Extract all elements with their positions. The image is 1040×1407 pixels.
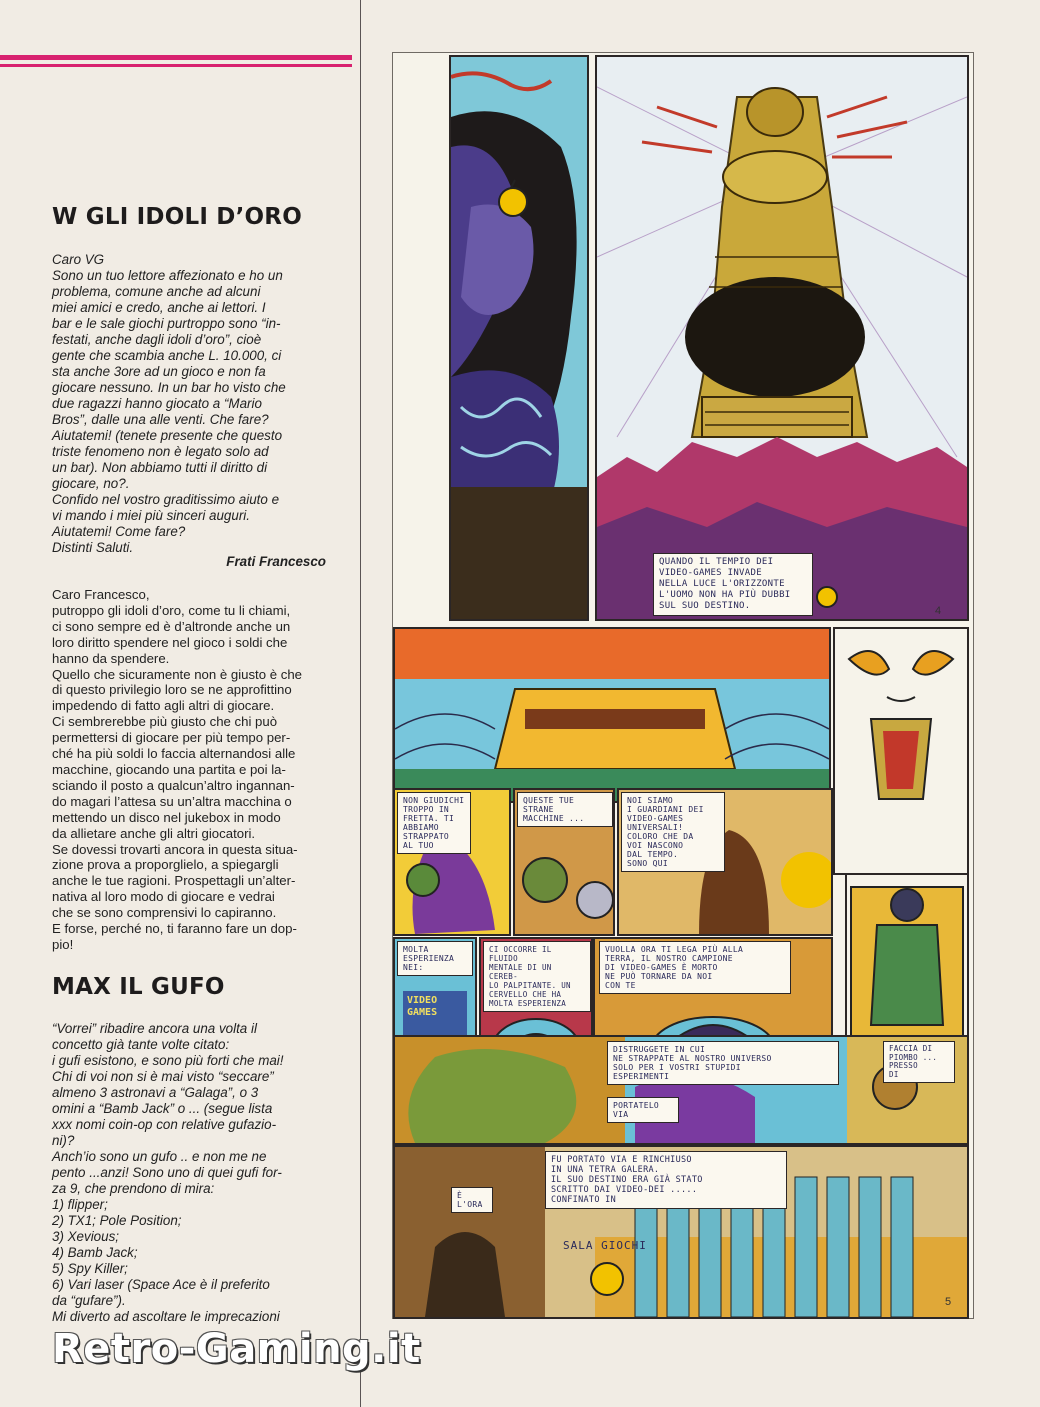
reply-line: da allietare anche gli altri giocatori. <box>52 825 256 841</box>
reply-line: sciando il posto a qualcun’altro ingannan- <box>52 777 295 793</box>
column-divider <box>360 0 361 1407</box>
letter-line: i gufi esistono, e sono più forti che mai! <box>52 1053 284 1068</box>
spaceship-illustration <box>395 629 829 801</box>
caption-strapped: NON GIUDICHI TROPPO IN FRETTA. TI ABBIAMO STRAPPATO AL TUO <box>397 792 471 854</box>
panel-alien-face <box>833 627 969 875</box>
letter-line: 6) Vari laser (Space Ace è il preferito <box>52 1277 270 1292</box>
letter-line: Confido nel vostro graditissimo aiuto e <box>52 492 280 507</box>
editor-reply-idoli <box>52 587 337 953</box>
article-title-idoli: W GLI IDOLI D’ORO <box>52 204 302 230</box>
reply-line: Se dovessi trovarti ancora in questa situa- <box>52 841 298 857</box>
letter-line: Mi diverto ad ascoltare le imprecazioni <box>52 1309 280 1324</box>
accent-bar-top <box>0 55 352 60</box>
reply-line: Caro Francesco, <box>52 587 150 602</box>
letter-line: miei amici e credo, anche ai lettori. I <box>52 300 266 315</box>
caption-machines: QUESTE TUE STRANE MACCHINE ... <box>517 792 613 827</box>
reply-line: pio! <box>52 936 74 952</box>
letter-line: ni)? <box>52 1133 75 1148</box>
letter-line: problema, comune anche ad alcuni <box>52 284 261 299</box>
caption-brain-fluid: CI OCCORRE IL FLUIDO MENTALE DI UN CEREB- LO PALPITANTE. UN CERVELLO CHE HA MOLTA ESPERIENZA <box>483 941 591 1012</box>
idol-face-illustration <box>451 57 587 619</box>
letter-line: 4) Bamb Jack; <box>52 1245 138 1260</box>
caption-experience: MOLTA ESPERIENZA NEI: <box>397 941 473 976</box>
temple-illustration <box>597 57 967 619</box>
panel-golden-temple <box>595 55 969 621</box>
letter-line: Anch’io sono un gufo .. e non me ne <box>52 1149 267 1164</box>
reply-line: impedendo di fatto agli altri di giocare. <box>52 698 275 714</box>
letter-line: festati, anche dagli idoli d’oro”, cioè <box>52 332 262 347</box>
caption-lead-face: FACCIA DI PIOMBO ... PRESSO DI <box>883 1041 955 1083</box>
letter-line: Aiutatemi! Come fare? <box>52 524 186 539</box>
reply-line: anche le tue ragioni. Prospettagli un’alter- <box>52 873 296 889</box>
reply-line: ci sono sempre ed è d’altronde anche un <box>52 618 291 634</box>
reply-line: putroppo gli idoli d’oro, come tu li chiami, <box>52 602 291 618</box>
panel-villains <box>393 1035 969 1145</box>
panel-spaceship-interior <box>393 627 831 803</box>
watermark-retro-gaming: Retro-Gaming.it <box>52 1326 421 1372</box>
letter-line: 2) TX1; Pole Position; <box>52 1213 182 1228</box>
caption-champion: VUOLLA ORA TI LEGA PIÙ ALLA TERRA, IL NOSTRO CAMPIONE DI VIDEO-GAMES È MORTO NE PUÒ TORNARE DA NOI CON TE <box>599 941 791 994</box>
letter-line: triste fenomeno non è legato solo ad <box>52 444 269 459</box>
reply-line: Quello che sicuramente non è giusto è che <box>52 666 302 682</box>
letter-line: gente che scambia anche L. 10.000, ci <box>52 348 282 363</box>
panel-guardians <box>617 788 833 936</box>
panel-strapped <box>393 788 511 936</box>
accent-bar-bottom <box>0 64 352 67</box>
letter-line: Caro VG <box>52 252 105 267</box>
letter-line: Sono un tuo lettore affezionato e ho un <box>52 268 283 283</box>
letter-line: giocare, no?. <box>52 476 130 491</box>
reply-line: hanno da spendere. <box>52 650 170 666</box>
letter-line: za 9, che prendono di mira: <box>52 1181 215 1196</box>
comic-page-number-5: 5 <box>945 1296 952 1308</box>
reply-line: loro diritto spendere nel gioco i soldi che <box>52 634 288 650</box>
caption-take-away: PORTATELO VIA <box>607 1097 679 1123</box>
letter-line: pento ...anzi! Sono uno di quei gufi for- <box>52 1165 282 1180</box>
comic-strip-page <box>392 52 974 1319</box>
letter-line: “Vorrei” ribadire ancora una volta il <box>52 1021 257 1036</box>
letter-line: Aiutatemi! (tenete presente che questo <box>52 428 283 443</box>
caption-its-time: È L'ORA <box>451 1187 493 1213</box>
reader-letter-gufo <box>52 1021 332 1325</box>
reply-line: Ci sembrerebbe più giusto che chi può <box>52 714 278 730</box>
sala-giochi-label: SALA GIOCHI <box>563 1239 647 1252</box>
reply-line: nativa al loro modo di giocare e vedrai <box>52 889 275 905</box>
comic-page-number-4: 4 <box>935 605 942 617</box>
letter-line: almeno 3 astronavi a “Galaga”, o 3 <box>52 1085 259 1100</box>
caption-villains: DISTRUGGETE IN CUI NE STRAPPATE AL NOSTRO UNIVERSO SOLO PER I VOSTRI STUPIDI ESPERIMENTI <box>607 1041 839 1085</box>
letter-line: 5) Spy Killer; <box>52 1261 128 1276</box>
reply-line: permettersi di giocare per più tempo per- <box>52 730 291 746</box>
panel-idol-face <box>449 55 589 621</box>
letter-line: bar e le sale giochi purtroppo sono “in- <box>52 316 281 331</box>
reply-line: ché ha più soldi lo faccia alternandosi alle <box>52 746 296 762</box>
letter-line: omini a “Bamb Jack” o ... (segue lista <box>52 1101 273 1116</box>
letter-line: due ragazzi hanno giocato a “Mario <box>52 396 262 411</box>
letter-line: vi mando i miei più sinceri auguri. <box>52 508 250 523</box>
reply-line: che se sono comprensivi lo capiranno. <box>52 905 277 921</box>
reply-line: E forse, perché no, ti faranno fare un dop- <box>52 921 297 937</box>
letter-line: 3) Xevious; <box>52 1229 119 1244</box>
letter-line: da “gufare”). <box>52 1293 126 1308</box>
letter-line: un bar). Non abbiamo tutti il diritto di <box>52 460 268 475</box>
reply-line: mettendo un disco nel jukebox in modo <box>52 809 281 825</box>
reply-line: macchine, giocando una partita e poi la- <box>52 761 286 777</box>
letter-line: sta anche 3ore ad un gioco e non fa <box>52 364 266 379</box>
panel-strange-machines <box>513 788 615 936</box>
letter-line: 1) flipper; <box>52 1197 108 1212</box>
reply-line: do magari l’attesa su un’altra macchina o <box>52 793 292 809</box>
alien-face-illustration <box>835 629 967 873</box>
reply-line: di questo privilegio loro se ne approfittino <box>52 682 292 698</box>
letter-line: giocare nessuno. In un bar ho visto che <box>52 380 286 395</box>
letter-line: xxx nomi coin-op con relative gufazio- <box>52 1117 277 1132</box>
letter-line: Chi di voi non si è mai visto “seccare” <box>52 1069 274 1084</box>
letter-line: Bros”, dalle una alle venti. Che fare? <box>52 412 269 427</box>
caption-guardians: NOI SIAMO I GUARDIANI DEI VIDEO-GAMES UNIVERSALI! COLORO CHE DA VOI NASCONO DAL TEMPO. SONO QUI <box>621 792 725 872</box>
caption-prison: FU PORTATO VIA E RINCHIUSO IN UNA TETRA GALERA. IL SUO DESTINO ERA GIÀ STATO SCRITTO DAI VIDEO-DEI ..... CONFINATO IN <box>545 1151 787 1209</box>
letter-signature: Frati Francesco <box>226 554 326 569</box>
letter-line: Distinti Saluti. <box>52 540 134 555</box>
letter-line: concetto già tante volte citato: <box>52 1037 230 1052</box>
reader-letter-idoli <box>52 252 332 556</box>
article-title-gufo: MAX IL GUFO <box>52 974 225 1000</box>
caption-temple: QUANDO IL TEMPIO DEI VIDEO-GAMES INVADE NELLA LUCE L'ORIZZONTE L'UOMO NON HA PIÙ DUBBI SUL SUO DESTINO. <box>653 553 813 616</box>
video-games-sign: VIDEO GAMES <box>403 991 467 1039</box>
reply-line: zione prova a proporglielo, a spiegargli <box>52 857 279 873</box>
panel-sala-giochi <box>393 1145 969 1319</box>
